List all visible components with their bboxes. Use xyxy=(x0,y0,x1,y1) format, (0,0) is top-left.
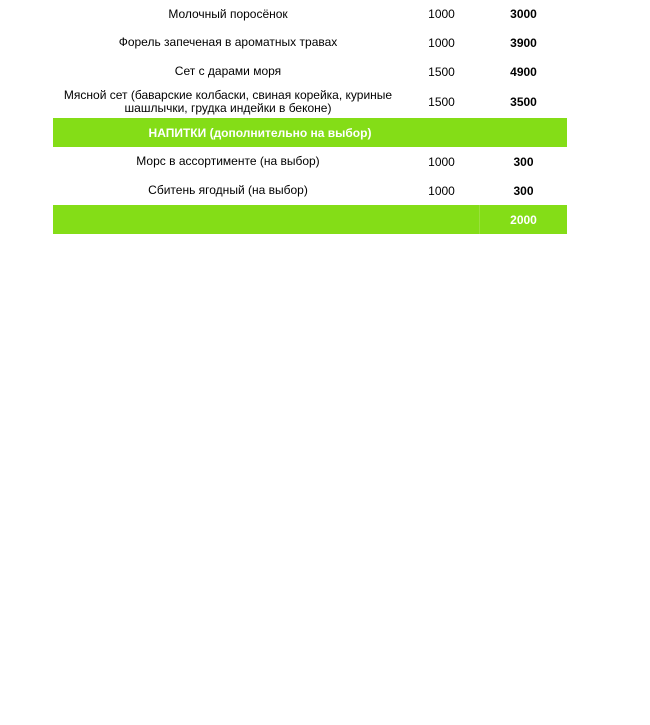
item-name-line: шашлычки, грудка индейки в беконе) xyxy=(124,101,332,115)
item-weight: 1500 xyxy=(428,95,455,109)
menu-table xyxy=(53,0,567,234)
item-price: 3000 xyxy=(510,7,537,21)
menu-row xyxy=(53,28,567,57)
item-weight: 1000 xyxy=(428,35,455,50)
total-value: 2000 xyxy=(510,212,537,227)
item-weight: 1000 xyxy=(428,7,455,21)
item-name xyxy=(53,89,403,115)
item-name: Сет с дарами моря xyxy=(174,64,282,78)
item-name: Морс в ассортименте (на выбор) xyxy=(136,154,320,168)
item-price: 3900 xyxy=(510,35,537,50)
item-price: 300 xyxy=(513,183,534,198)
total-row xyxy=(53,205,567,234)
item-price: 3500 xyxy=(510,95,537,109)
item-price: 4900 xyxy=(510,64,537,79)
item-name: Молочный поросёнок xyxy=(168,6,288,21)
item-weight: 1000 xyxy=(428,154,455,169)
menu-row xyxy=(53,176,567,205)
item-weight: 1500 xyxy=(428,64,455,79)
item-name: Сбитень ягодный (на выбор) xyxy=(148,183,308,197)
total-spacer xyxy=(53,205,480,234)
drinks-section-header: НАПИТКИ (дополнительно на выбор) xyxy=(53,118,567,147)
menu-row xyxy=(53,86,567,118)
menu-row xyxy=(53,57,567,86)
menu-row xyxy=(53,147,567,176)
item-name-line: Мясной сет (баварские колбаски, свиная корейка, куриные xyxy=(63,88,393,102)
menu-row xyxy=(53,0,567,28)
item-price: 300 xyxy=(513,154,534,169)
item-weight: 1000 xyxy=(428,183,455,198)
item-name: Форель запеченая в ароматных травах xyxy=(118,35,338,49)
